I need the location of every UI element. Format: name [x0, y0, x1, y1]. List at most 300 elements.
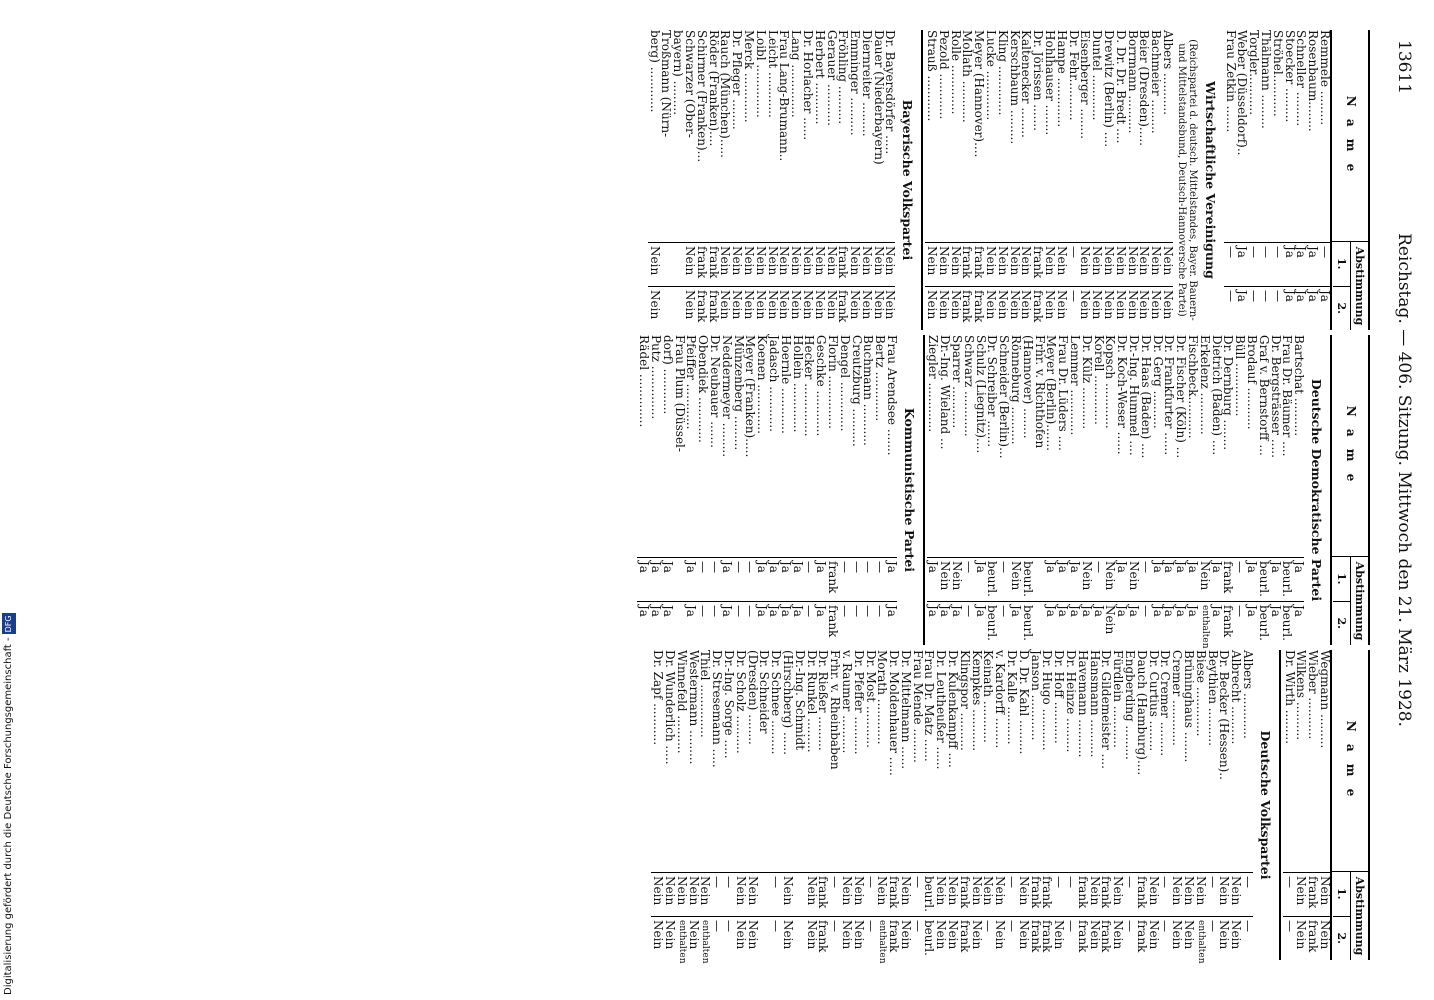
vote-2: frank [695, 286, 707, 330]
vote-2: Nein [805, 916, 817, 960]
member-name: Brodauf ........... [1245, 335, 1260, 430]
vote-1: frank [707, 242, 719, 286]
vote-1: — [862, 557, 874, 601]
member-name: Dr. Leutheußer ...... [934, 650, 949, 770]
member-name: dorf) ............ [660, 335, 675, 415]
member-name: Troßmann (Nürn- [659, 30, 674, 138]
vote-1: Ja [1068, 557, 1080, 601]
vote-2: Ja [720, 601, 732, 645]
vote-1: frank [837, 242, 849, 286]
vote-1: — [1233, 557, 1245, 601]
member-name: Rönneburg .......... [1009, 335, 1024, 445]
member-name: Büll .............. [1233, 335, 1248, 417]
member-name: Drewitz (Berlin) .... [1102, 30, 1117, 148]
vote-2: frank [961, 286, 973, 330]
member-name: Obendiek ............ [696, 335, 711, 443]
vote-1: Ja [1115, 557, 1127, 601]
table-row [1115, 335, 1130, 645]
table-row [984, 30, 999, 330]
vote-1: Nein [1079, 242, 1091, 286]
table-row [1170, 650, 1185, 960]
vote-2: Ja [1080, 601, 1092, 645]
member-name: Remmele ......... [1318, 30, 1332, 126]
member-name: Fischbeck........... [1186, 335, 1201, 439]
member-name: Dr. Cremer ......... [1158, 650, 1173, 757]
vote-2: — [1005, 916, 1017, 960]
vote-1: Nein [1090, 242, 1102, 286]
vote-2: enthalten [699, 916, 711, 960]
member-name: Meyer (Hannover).... [972, 30, 987, 158]
member-name: Ströhel........... [1270, 30, 1285, 117]
vote-1: Nein [1318, 872, 1330, 916]
table-row [710, 650, 725, 960]
vote-2: frank [707, 286, 719, 330]
member-name: Dr. Heinze ......... [1064, 650, 1079, 753]
vote-1: Ja [1245, 557, 1257, 601]
vote-1: Nein [950, 557, 962, 601]
vote-2-label: 2. [1335, 932, 1348, 944]
vote-2: — [1224, 286, 1236, 330]
party-heading: Kommunistische Partei [901, 407, 917, 573]
member-name: Lucke ............. [984, 30, 999, 121]
vote-2: — [1123, 916, 1135, 960]
column-2 [120, 335, 1370, 649]
party-subtitle: (Reichspartei d. deutsch. Mittelstandes, Bayer. Bauern- und Mittelstandsbund, Deutsch-Hannoversche Partei) [1176, 39, 1199, 321]
vote-1: frank [958, 872, 970, 916]
vote-2: Nein [801, 286, 813, 330]
vote-2: — [1206, 916, 1218, 960]
member-name: Jadasch ............ [766, 335, 781, 432]
member-name: Dr. Curtius ........ [1146, 650, 1161, 752]
member-name: Dr. Külz ........... [1079, 335, 1094, 430]
member-name: Bachmeier ......... [1149, 30, 1164, 134]
party-heading: Bayerische Volkspartei [900, 99, 916, 261]
member-name: Dr. Wunderlich ..... [662, 650, 677, 765]
vote-2: Nein [1138, 286, 1150, 330]
vote-2: Nein [996, 286, 1008, 330]
table-row [972, 30, 987, 330]
vote-1: Nein [1161, 242, 1173, 286]
table-row [887, 650, 902, 960]
vote-2: Nein [683, 286, 695, 330]
vote-2: Nein [754, 286, 766, 330]
vote-1: Nein [982, 872, 994, 916]
vote-2: Nein [663, 916, 675, 960]
member-name: Creutzburg .......... [849, 335, 864, 447]
vote-2 [671, 286, 683, 330]
vote-1: Nein [825, 242, 837, 286]
vote-1: Nein [801, 242, 813, 286]
vote-1: Ja [1292, 557, 1304, 601]
vote-1: frank [972, 242, 984, 286]
vote-2: Ja [1236, 286, 1248, 330]
vote-2: Nein [872, 286, 884, 330]
vote-1: Nein [766, 242, 778, 286]
vote-2: Ja [649, 601, 661, 645]
vote-2: beurl. [1021, 601, 1033, 645]
vote-2: Nein [884, 286, 896, 330]
vote-2: Nein [1114, 286, 1126, 330]
vote-2: Ja [1127, 601, 1139, 645]
vote-2: Nein [860, 286, 872, 330]
member-name: Dauer (Niederbayern) [871, 30, 886, 165]
vote-1: Nein [687, 872, 699, 916]
vote-2: enthalten [876, 916, 888, 960]
vote-1: Nein [805, 872, 817, 916]
member-name: Putz .............. [648, 335, 663, 420]
vote-2: — [1241, 916, 1253, 960]
vote-1: Ja [720, 557, 732, 601]
table-row [637, 335, 652, 645]
member-name: Dr.-Ing. Schmidt [792, 650, 807, 751]
vote-1: Nein [675, 872, 687, 916]
vote-1: Nein [1295, 872, 1307, 916]
member-name: Dr. Bergsträsser ..... [1268, 335, 1283, 458]
member-name: Dr. Fehr........... [1066, 30, 1081, 121]
vote-1: Nein [993, 872, 1005, 916]
table-row [935, 650, 947, 960]
vote-2: Nein [840, 916, 852, 960]
member-name: Dr. Most ........... [863, 650, 878, 748]
vote-1-label: 1. [1333, 872, 1350, 917]
vote-1: Nein [984, 242, 996, 286]
member-name: Münzenberg ......... [731, 335, 746, 451]
member-name: Dr. Pfeffer .......... [851, 650, 866, 755]
vote-1: Nein [899, 872, 911, 916]
member-name: Beier (Dresden)..... [1137, 30, 1152, 146]
table-row [1229, 650, 1244, 960]
vote-1: Ja [755, 557, 767, 601]
vote-1: Nein [848, 242, 860, 286]
vote-1: Nein [1127, 557, 1139, 601]
table-row [696, 335, 711, 645]
vote-1: — [1139, 557, 1151, 601]
table-row [848, 30, 863, 330]
member-name: Dr. Becker (Hessen).. [1217, 650, 1232, 780]
vote-header [1332, 242, 1368, 330]
vote-2: Nein [1295, 916, 1307, 960]
vote-header [1332, 872, 1368, 960]
member-name: Koenen ............. [755, 335, 770, 434]
member-name: Schwarzer (Ober- [682, 30, 697, 138]
member-name: Hohlhauser ........ [1043, 30, 1058, 136]
vote-1: Nein [730, 242, 742, 286]
vote-1-label: 1. [1333, 557, 1350, 602]
vote-1: Nein [1138, 242, 1150, 286]
vote-1: Nein [1114, 242, 1126, 286]
member-name: Biese ............. [1193, 650, 1208, 737]
vote-1: Nein [949, 242, 961, 286]
table-row [1224, 30, 1236, 330]
table-row [1068, 335, 1083, 645]
member-name: Stoecker ......... [1282, 30, 1297, 123]
table-row [651, 650, 666, 960]
vote-2: frank [1041, 916, 1053, 960]
vote-2: Ja [1068, 601, 1080, 645]
vote-2: enthalten [675, 916, 687, 960]
vote-1: — [1224, 242, 1236, 286]
vote-1: — [696, 557, 708, 601]
vote-2: Ja [779, 601, 791, 645]
member-name: Thiel .............. [698, 650, 713, 738]
member-name: Kerschbaum ......... [1007, 30, 1022, 145]
vote-2: — [732, 601, 744, 645]
vote-2: Nein [719, 286, 731, 330]
member-name: Sparrer ........... [950, 335, 965, 429]
vote-2: Ja [1174, 601, 1186, 645]
table-row [730, 30, 745, 330]
vote-2: frank [1222, 601, 1234, 645]
vote-1: Nein [1104, 557, 1116, 601]
table-row [1031, 30, 1046, 330]
vote-1: Ja [814, 557, 826, 601]
vote-2: — [1139, 601, 1151, 645]
member-name: Frau Dr. Matz ...... [922, 650, 937, 762]
vote-numbers [1333, 557, 1350, 645]
member-name: Schulz (Liegnitz).... [973, 335, 988, 454]
member-name: Dr. Hoff ........... [1052, 650, 1067, 744]
vote-2: Nein [1182, 916, 1194, 960]
vote-1: — [744, 557, 756, 601]
vote-1: Ja [1045, 557, 1057, 601]
table-header [1330, 30, 1370, 330]
column-3 [120, 650, 1370, 964]
member-name: Wieber ........... [1306, 650, 1321, 740]
member-name: Albers ........... [1161, 30, 1176, 115]
table-row [1043, 30, 1058, 330]
vote-2: — [962, 601, 974, 645]
member-name: Engberding ......... [1123, 650, 1138, 760]
member-name: Dengel ............. [837, 335, 852, 432]
vote-1: Nein [1182, 872, 1194, 916]
vote-1: Nein [852, 872, 864, 916]
vote-1: frank [1041, 872, 1053, 916]
vote-1-label: 1. [1333, 242, 1350, 287]
member-name: Dr.-Ing. Wieland ... [938, 335, 953, 450]
vote-2: Nein [852, 916, 864, 960]
member-name: Beythien .......... [1205, 650, 1220, 746]
vote-2: Nein [946, 916, 958, 960]
vote-1: — [1283, 872, 1295, 916]
table-row [946, 650, 961, 960]
member-name: Schirmer (Franken)... [694, 30, 709, 163]
vote-2: Nein [1161, 286, 1173, 330]
party-heading: Wirtschaftliche Vereinigung [1202, 81, 1218, 279]
vote-2: frank [837, 286, 849, 330]
member-name: Schneller ......... [1294, 30, 1309, 127]
member-name: Dauch (Hamburg).... [1134, 650, 1149, 776]
vote-1: Ja [885, 557, 897, 601]
vote-2: — [696, 601, 708, 645]
vote-2: frank [1029, 916, 1041, 960]
table-row [1149, 30, 1164, 330]
vote-2: Ja [637, 601, 649, 645]
vote-1: frank [826, 557, 838, 601]
vote-2: frank [1135, 916, 1147, 960]
vote-1: — [1318, 242, 1330, 286]
vote-2: — [1283, 916, 1295, 960]
vote-2: — [1271, 286, 1283, 330]
vote-2: Nein [1020, 286, 1032, 330]
vote-2: Ja [661, 601, 673, 645]
table-row [755, 335, 770, 645]
vote-2: Nein [937, 286, 949, 330]
vote-2: Ja [791, 601, 803, 645]
vote-1: frank [817, 872, 829, 916]
vote-1: — [1241, 872, 1253, 916]
vote-header [1332, 557, 1368, 645]
member-name: Dr. Jörissen ....... [1031, 30, 1046, 131]
member-name: Emminger .......... [848, 30, 863, 136]
member-name: Leicht ............ [765, 30, 780, 118]
member-name: Dr. Pfleger ........ [730, 30, 745, 130]
table-row [1283, 650, 1295, 960]
vote-1: Nein [840, 872, 852, 916]
vote-1: — [1259, 242, 1271, 286]
member-name: D. Dr. Dr. Bredt .... [1113, 30, 1128, 144]
table-row [873, 335, 888, 645]
member-name: Frau Arendsee ....... [884, 335, 899, 456]
vote-1: frank [1135, 872, 1147, 916]
member-name: Dr. Koch-Weser ...... [1115, 335, 1130, 455]
member-name: Janson ............ [1028, 650, 1043, 741]
vote-1: Nein [1147, 872, 1159, 916]
vote-2: Nein [970, 916, 982, 960]
name-header: N a m e [1332, 30, 1368, 242]
vote-2: frank [1076, 916, 1088, 960]
table-row [814, 335, 829, 645]
vote-1: Nein [754, 242, 766, 286]
member-name: Frau Dr. Lüders .... [1056, 335, 1071, 451]
vote-2: Nein [899, 916, 911, 960]
vote-1: frank [695, 242, 707, 286]
member-name: Geschke ............ [814, 335, 829, 437]
table-row [1111, 650, 1126, 960]
member-name: Neddermeyer ......... [719, 335, 734, 458]
table-header [1330, 650, 1370, 960]
table-row [1064, 650, 1079, 960]
party-heading: Deutsche Demokratische Partei [1309, 378, 1324, 602]
member-name: Albrecht .......... [1229, 650, 1244, 745]
vote-1: — [997, 557, 1009, 601]
table-row [769, 650, 784, 960]
vote-2: — [997, 601, 1009, 645]
vote-2: Ja [1163, 601, 1175, 645]
member-name: Frhr. v. Richthofen [1032, 335, 1047, 449]
section-rule [923, 335, 925, 645]
vote-1: — [803, 557, 815, 601]
vote-2: Nein [825, 286, 837, 330]
vote-2: — [722, 916, 734, 960]
vote-1: Ja [767, 557, 779, 601]
vote-2: Ja [974, 601, 986, 645]
watermark-text: Digitalisierung gefördert durch die Deutsche Forschungsgemeinschaft - [3, 637, 14, 995]
member-name: Dr. Schneider [757, 650, 772, 734]
vote-2: Nein [1055, 286, 1067, 330]
vote-1: Ja [1295, 242, 1307, 286]
member-name: Dr. Dernburg ........ [1221, 335, 1236, 451]
vote-1: Nein [699, 872, 711, 916]
member-name: Albers ............ [1241, 650, 1256, 739]
vote-2: Ja [1245, 601, 1257, 645]
member-name: Dr. Haas (Baden) .... [1138, 335, 1153, 459]
vote-2: Ja [1186, 601, 1198, 645]
member-name: Frau Mende ......... [910, 650, 925, 763]
vote-2: Ja [885, 601, 897, 645]
member-name: Cremer ............ [1170, 650, 1185, 746]
vote-1: Nein [719, 242, 731, 286]
vote-1: Nein [1102, 242, 1114, 286]
vote-1: — [864, 872, 876, 916]
vote-2: Nein [778, 286, 790, 330]
vote-1: Nein [1149, 242, 1161, 286]
member-name: (Hirschberg) ...... [780, 650, 795, 755]
member-name: Fürdlein ........... [1111, 650, 1126, 748]
member-name: Morath ............ [875, 650, 890, 745]
vote-1: — [710, 872, 722, 916]
vote-1: — [1064, 872, 1076, 916]
table-row [1127, 335, 1142, 645]
vote-2: Ja [1056, 601, 1068, 645]
vote-2: Ja [1269, 601, 1281, 645]
vote-1: beurl. [1021, 557, 1033, 601]
member-name: Korell ............. [1091, 335, 1106, 425]
member-name: Dr. Scholz .......... [733, 650, 748, 754]
vote-1: frank [887, 872, 899, 916]
member-name: Hoernle ............ [778, 335, 793, 434]
vote-1: Nein [648, 242, 660, 286]
member-name: Loibl .............. [753, 30, 768, 118]
vote-1: Nein [937, 242, 949, 286]
vote-1: Nein [925, 242, 937, 286]
member-name: Westermann ......... [686, 650, 701, 765]
table-row [1123, 650, 1138, 960]
vote-2: Nein [1008, 286, 1020, 330]
vote-1: beurl. [923, 872, 935, 916]
vote-2: Ja [1292, 601, 1304, 645]
vote-2: Nein [651, 916, 663, 960]
vote-1: Nein [970, 872, 982, 916]
member-name: Schneider (Berlin)... [997, 335, 1012, 459]
vote-1: Nein [746, 872, 758, 916]
table-row [1182, 650, 1197, 960]
vote-2: Nein [949, 286, 961, 330]
member-name: Kaltenecker ........ [1019, 30, 1034, 138]
vote-1: Nein [876, 872, 888, 916]
table-row [1056, 335, 1071, 645]
member-name: Lang .............. [789, 30, 804, 118]
member-name: Hampe ............. [1054, 30, 1069, 128]
abstimmung-label: Abstimmung [1350, 557, 1368, 645]
member-name: Dr. Kalle .......... [1005, 650, 1020, 745]
table-row [1233, 335, 1248, 645]
table-row [1306, 650, 1321, 960]
vote-2: Nein [1318, 916, 1330, 960]
vote-2: Nein [1052, 916, 1064, 960]
vote-2: — [1159, 916, 1171, 960]
member-name: Röder (Franken).... [706, 30, 721, 147]
vote-2: Nein [766, 286, 778, 330]
vote-1: Nein [734, 872, 746, 916]
vote-2: — [1259, 286, 1271, 330]
vote-1: Ja [927, 557, 939, 601]
vote-2: — [803, 601, 815, 645]
vote-2: frank [958, 916, 970, 960]
member-name: berg) ............ [647, 30, 662, 113]
vote-2: Nein [1111, 916, 1123, 960]
vote-2: Nein [1043, 286, 1055, 330]
abstimmung-label: Abstimmung [1350, 242, 1368, 330]
